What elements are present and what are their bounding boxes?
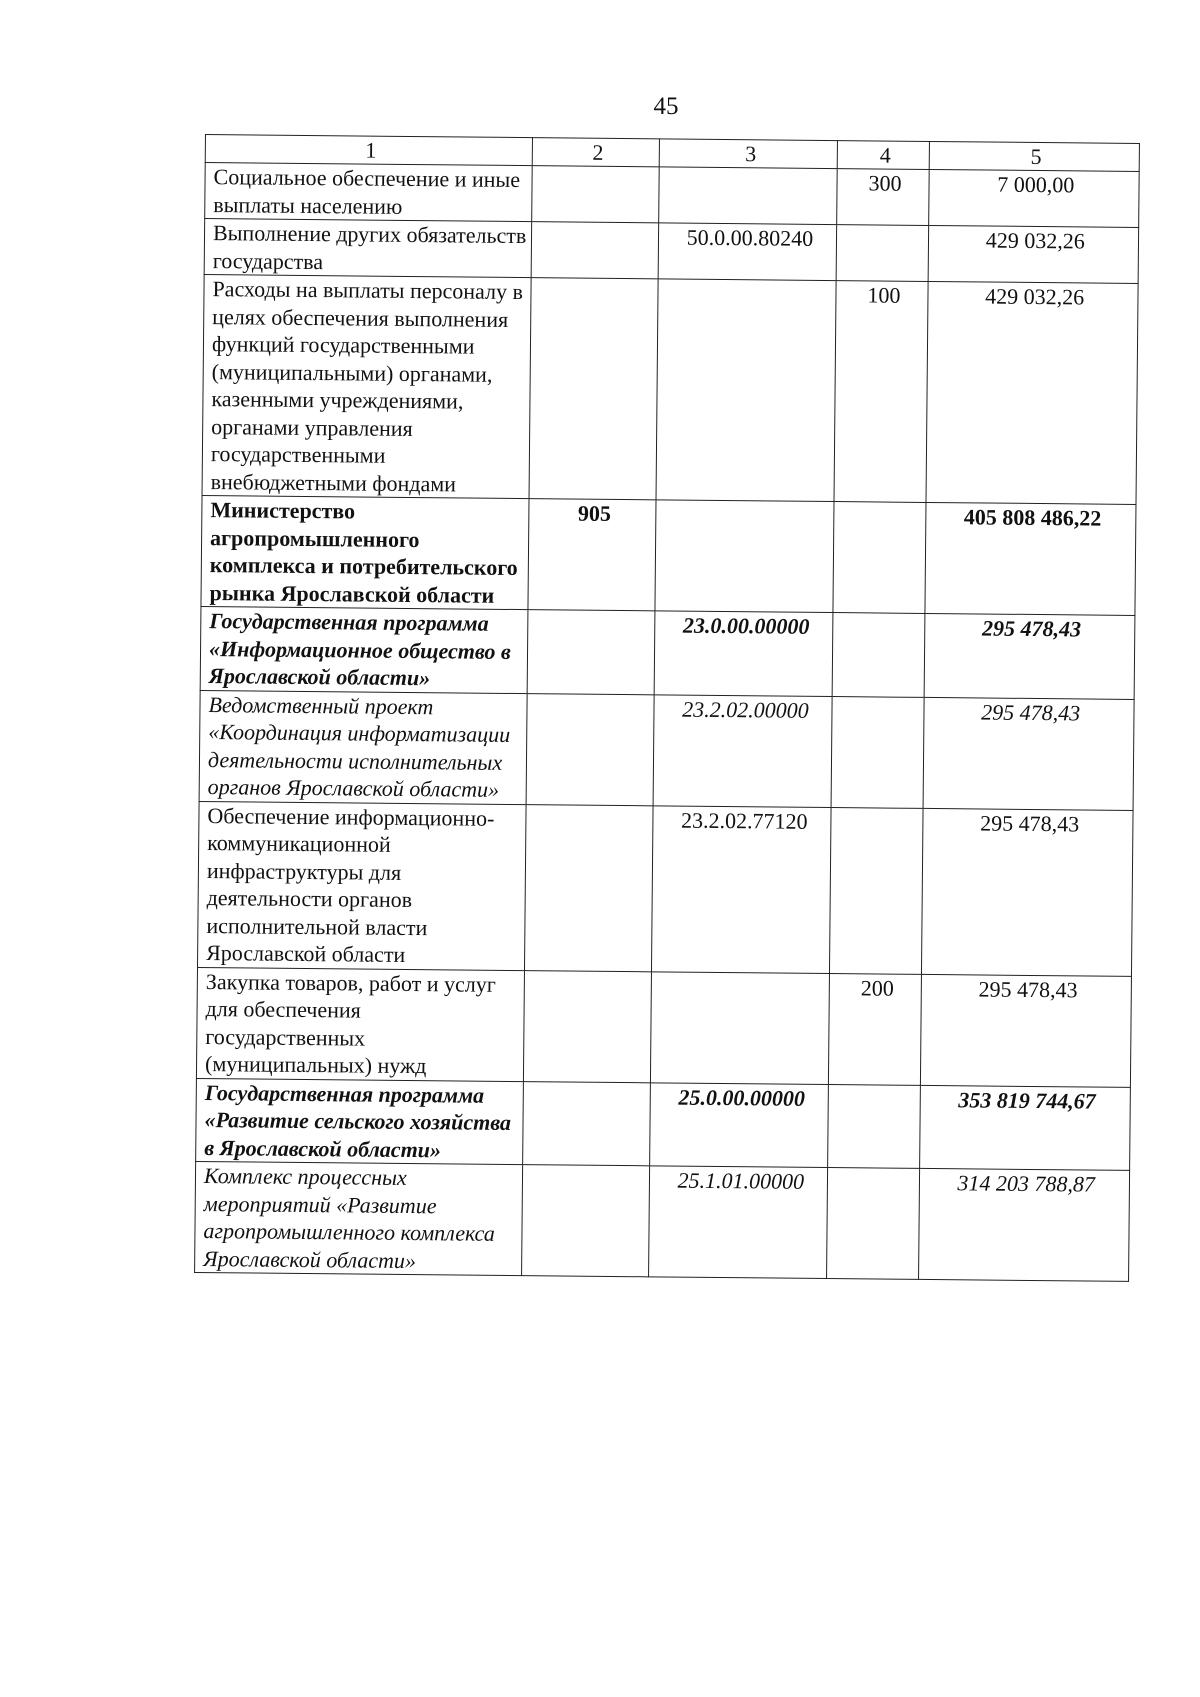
row-name: Ведомственный проект «Координация информатизации деятельности исполнительных органов Ярославской области» bbox=[199, 690, 527, 804]
row-name: Министерство агропромышленного комплекса и потребительского рынка Ярославской области bbox=[201, 495, 529, 609]
row-amount: 295 478,43 bbox=[921, 808, 1133, 976]
row-target-article: 23.0.00.00000 bbox=[654, 611, 833, 696]
row-expense-type bbox=[830, 807, 923, 974]
table-row bbox=[196, 967, 1131, 1087]
row-department-code bbox=[522, 1081, 650, 1166]
row-department-code bbox=[532, 166, 660, 223]
column-header-4: 4 bbox=[838, 141, 929, 170]
row-expense-type bbox=[837, 225, 929, 282]
row-name: Комплекс процессных мероприятий «Развитие агропромышленного комплекса Ярославской области» bbox=[195, 1161, 523, 1275]
row-name: Закупка товаров, работ и услуг для обеспечения государственных (муниципальных) нужд bbox=[196, 967, 524, 1081]
row-amount: 7 000,00 bbox=[928, 169, 1139, 227]
row-amount: 314 203 788,87 bbox=[918, 1168, 1130, 1281]
row-amount: 429 032,26 bbox=[928, 225, 1139, 283]
row-expense-type: 300 bbox=[837, 169, 929, 226]
row-amount: 295 478,43 bbox=[924, 613, 1135, 699]
row-department-code bbox=[521, 1165, 650, 1277]
table-row bbox=[198, 801, 1134, 976]
row-department-code: 905 bbox=[528, 499, 657, 611]
row-name: Социальное обеспечение и иные выплаты населению bbox=[205, 163, 532, 222]
row-department-code bbox=[523, 970, 652, 1082]
row-expense-type bbox=[832, 696, 924, 808]
row-target-article: 23.2.02.77120 bbox=[652, 805, 832, 973]
row-expense-type: 100 bbox=[834, 281, 927, 503]
row-target-article bbox=[656, 279, 836, 502]
row-target-article: 50.0.00.80240 bbox=[658, 223, 837, 281]
row-target-article bbox=[659, 167, 838, 225]
row-name: Расходы на выплаты персоналу в целях обеспечения выполнения функций государственными (муниципальными) органами, казенными учреждениями, органами управления государственными внебюджетными фондами bbox=[202, 274, 531, 498]
table-row bbox=[199, 690, 1134, 810]
page-number: 45 bbox=[653, 93, 679, 120]
row-amount: 353 819 744,67 bbox=[919, 1085, 1130, 1171]
table-row bbox=[201, 495, 1136, 615]
table-row bbox=[205, 163, 1139, 228]
row-target-article bbox=[655, 500, 834, 613]
table-row bbox=[202, 274, 1138, 504]
row-expense-type bbox=[827, 1168, 919, 1280]
column-header-3: 3 bbox=[660, 139, 838, 169]
table-row bbox=[196, 1078, 1131, 1170]
row-target-article: 23.2.02.00000 bbox=[653, 694, 832, 807]
row-amount: 295 478,43 bbox=[920, 974, 1132, 1087]
page-number-container bbox=[0, 92, 1200, 122]
row-expense-type bbox=[828, 1084, 920, 1168]
row-department-code bbox=[527, 610, 655, 695]
row-target-article: 25.1.01.00000 bbox=[649, 1166, 828, 1279]
row-amount: 429 032,26 bbox=[925, 281, 1138, 504]
row-department-code bbox=[526, 693, 655, 805]
table-row bbox=[195, 1161, 1130, 1281]
budget-table bbox=[194, 134, 1140, 1282]
row-amount: 295 478,43 bbox=[923, 697, 1135, 810]
table-row bbox=[200, 606, 1135, 698]
row-name: Обеспечение информационно-коммуникационной инфраструктуры для деятельности органов исполнительной власти Ярославской области bbox=[198, 801, 526, 970]
row-target-article: 25.0.00.00000 bbox=[650, 1082, 829, 1167]
column-header-2: 2 bbox=[532, 138, 660, 167]
row-amount: 405 808 486,22 bbox=[924, 502, 1136, 615]
row-expense-type: 200 bbox=[829, 973, 921, 1085]
row-name: Выполнение других обязательств государства bbox=[204, 219, 531, 278]
row-name: Государственная программа «Информационное общество в Ярославской области» bbox=[200, 606, 528, 693]
row-department-code bbox=[531, 222, 659, 279]
budget-table-body bbox=[195, 135, 1140, 1282]
column-header-5: 5 bbox=[929, 141, 1140, 171]
column-header-1: 1 bbox=[205, 135, 532, 166]
row-target-article bbox=[651, 971, 830, 1084]
row-department-code bbox=[524, 804, 653, 971]
row-name: Государственная программа «Развитие сельского хозяйства в Ярославской области» bbox=[196, 1078, 524, 1165]
row-department-code bbox=[529, 278, 659, 500]
row-expense-type bbox=[833, 502, 925, 614]
table-row bbox=[204, 219, 1138, 284]
row-expense-type bbox=[833, 613, 925, 697]
